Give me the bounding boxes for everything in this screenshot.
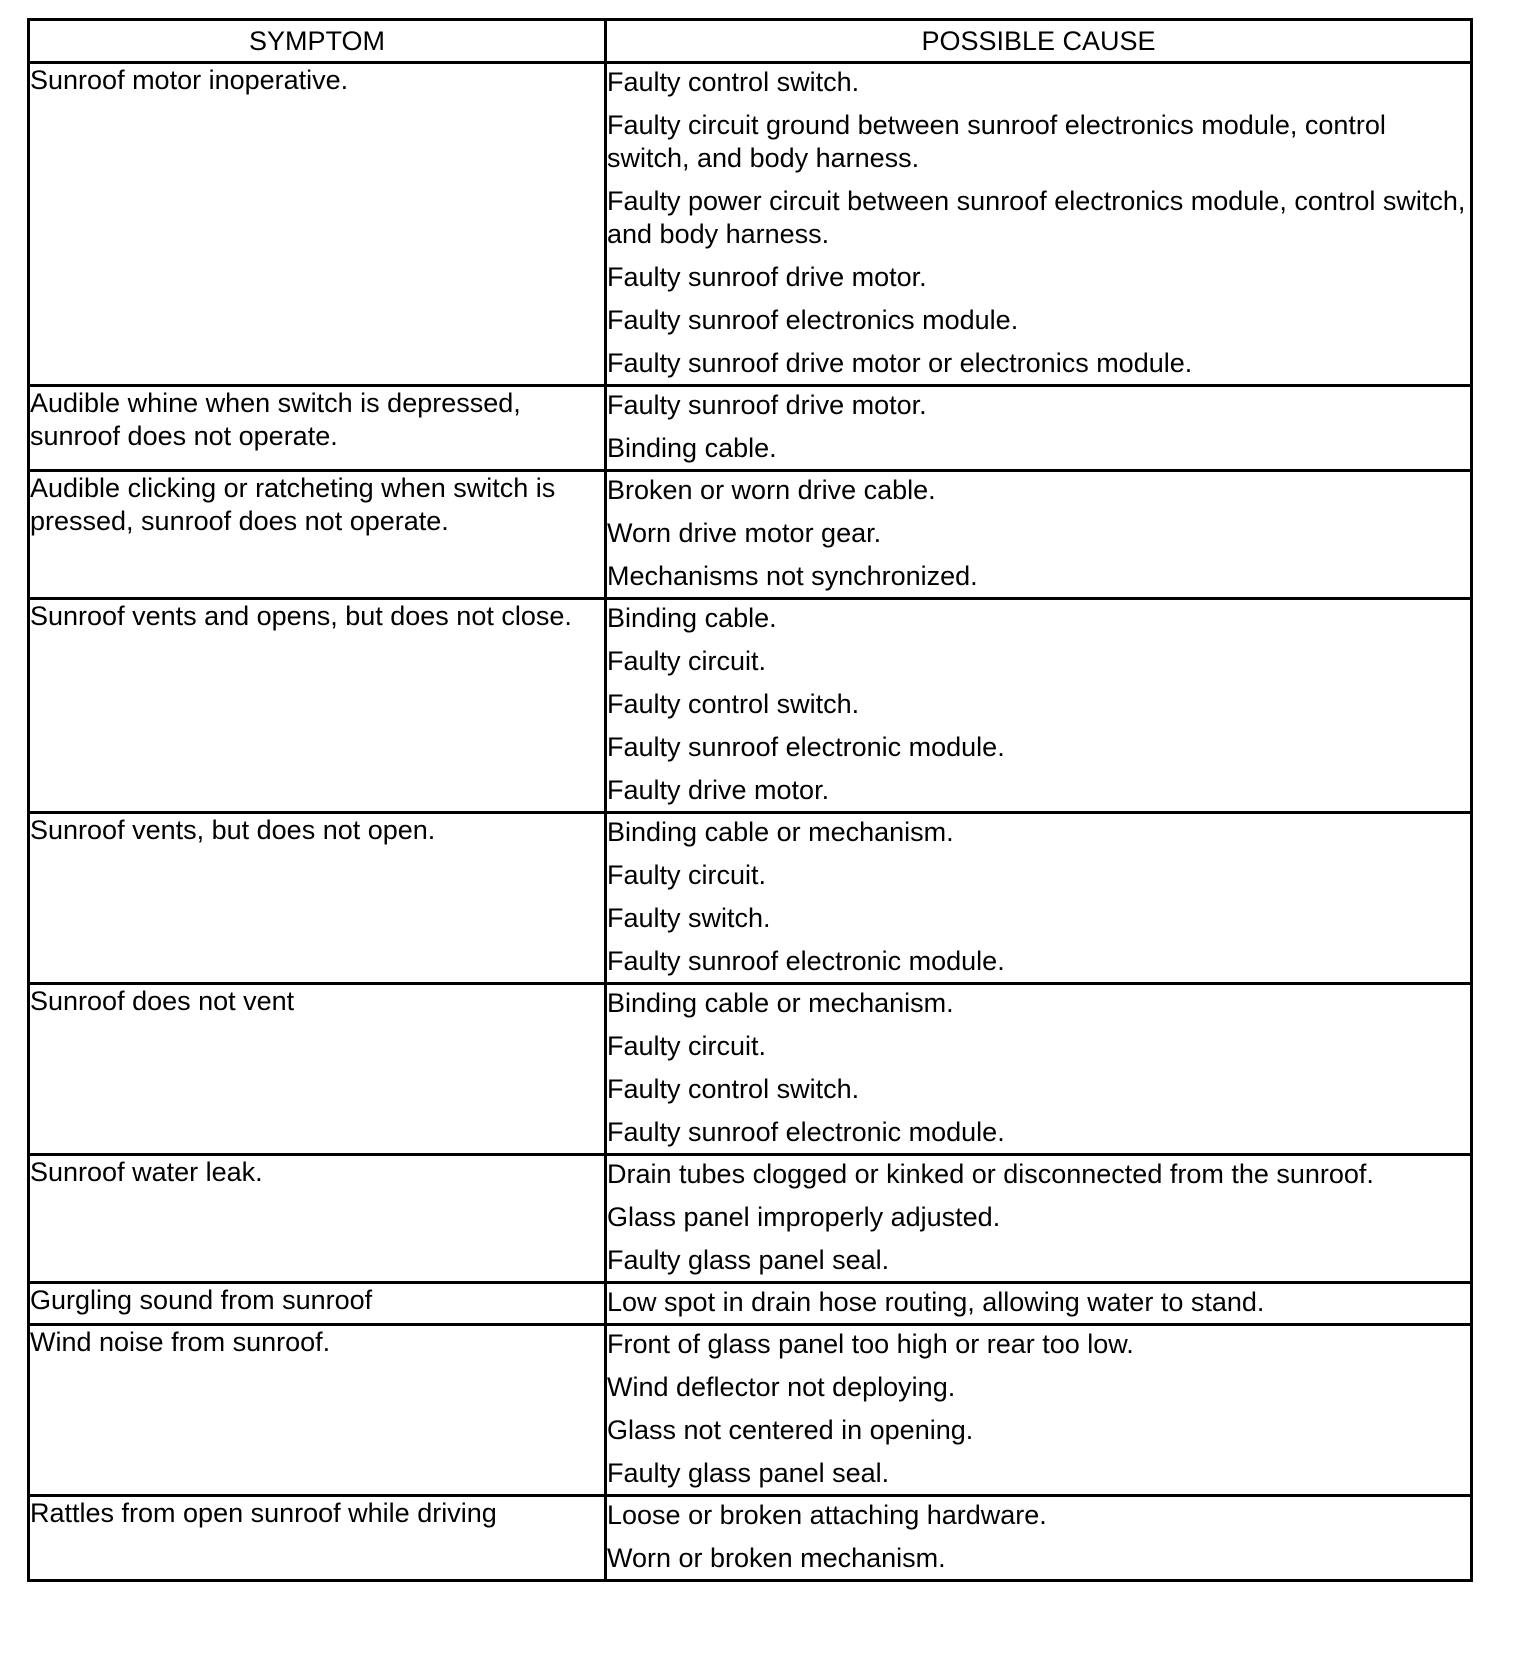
cause-item: Faulty switch.: [607, 903, 771, 933]
cause-item: Faulty control switch.: [607, 1074, 860, 1104]
cause-item: Mechanisms not synchronized.: [607, 561, 978, 591]
possible-causes-cell: [606, 1155, 1472, 1283]
cause-item: Glass panel improperly adjusted.: [607, 1202, 1001, 1232]
possible-causes-cell: [606, 984, 1472, 1155]
table-row: [29, 1325, 1472, 1496]
cause-item: Faulty circuit.: [607, 1031, 767, 1061]
symptom-cell: Audible whine when switch is depressed, sunroof does not operate.: [29, 386, 606, 471]
cause-item: Faulty sunroof electronic module.: [607, 732, 1005, 762]
cause-item: Faulty circuit.: [607, 646, 767, 676]
possible-causes-cell: [606, 471, 1472, 599]
cause-item: Faulty control switch.: [607, 67, 860, 97]
cause-item: Faulty drive motor.: [607, 775, 830, 805]
possible-cause-column-header: POSSIBLE CAUSE: [606, 20, 1472, 63]
cause-item: Faulty sunroof electronics module.: [607, 305, 1019, 335]
possible-causes-cell: [606, 1496, 1472, 1581]
table-row: [29, 1283, 1472, 1325]
cause-item: Binding cable or mechanism.: [607, 817, 954, 847]
table-row: [29, 471, 1472, 599]
possible-causes-cell: [606, 63, 1472, 386]
table-row: [29, 63, 1472, 386]
possible-causes-cell: [606, 813, 1472, 984]
header-row: [29, 20, 1472, 63]
table-row: [29, 1496, 1472, 1581]
possible-causes-cell: [606, 1325, 1472, 1496]
cause-item: Faulty circuit.: [607, 860, 767, 890]
symptom-cell: Sunroof does not vent: [29, 984, 606, 1155]
cause-item: Faulty glass panel seal.: [607, 1245, 890, 1275]
symptom-cell: Sunroof vents, but does not open.: [29, 813, 606, 984]
possible-causes-cell: [606, 1283, 1472, 1325]
cause-item: Binding cable.: [607, 433, 777, 463]
cause-item: Worn drive motor gear.: [607, 518, 882, 548]
table-row: [29, 984, 1472, 1155]
possible-causes-cell: [606, 599, 1472, 813]
cause-item: Worn or broken mechanism.: [607, 1543, 946, 1573]
cause-item: Low spot in drain hose routing, allowing water to stand.: [607, 1287, 1265, 1317]
symptom-cell: Sunroof water leak.: [29, 1155, 606, 1283]
symptom-cell: Rattles from open sunroof while driving: [29, 1496, 606, 1581]
table-header: [29, 20, 1472, 63]
symptom-cell: Audible clicking or ratcheting when switch is pressed, sunroof does not operate.: [29, 471, 606, 599]
cause-item: Faulty sunroof electronic module.: [607, 1117, 1005, 1147]
cause-item: Faulty sunroof drive motor or electronics module.: [607, 348, 1193, 378]
cause-item: Drain tubes clogged or kinked or disconnected from the sunroof.: [607, 1159, 1374, 1189]
cause-item: Binding cable or mechanism.: [607, 988, 954, 1018]
table-body: [29, 63, 1472, 1581]
symptom-cell: Sunroof vents and opens, but does not close.: [29, 599, 606, 813]
table-row: [29, 813, 1472, 984]
cause-item: Wind deflector not deploying.: [607, 1372, 956, 1402]
cause-item: Broken or worn drive cable.: [607, 475, 936, 505]
cause-item: Binding cable.: [607, 603, 777, 633]
cause-item: Loose or broken attaching hardware.: [607, 1500, 1047, 1530]
cause-item: Faulty glass panel seal.: [607, 1458, 890, 1488]
symptom-column-header: SYMPTOM: [29, 20, 606, 63]
symptom-cause-table: [27, 18, 1473, 1582]
table-row: [29, 386, 1472, 471]
diagnosis-table-container: [27, 18, 1470, 1582]
cause-item: Faulty power circuit between sunroof electronics module, control switch, and body harness.: [607, 186, 1466, 249]
cause-item: Front of glass panel too high or rear too low.: [607, 1329, 1134, 1359]
cause-item: Faulty sunroof drive motor.: [607, 390, 927, 420]
symptom-cell: Sunroof motor inoperative.: [29, 63, 606, 386]
table-row: [29, 1155, 1472, 1283]
possible-causes-cell: [606, 386, 1472, 471]
cause-item: Faulty sunroof drive motor.: [607, 262, 927, 292]
cause-item: Faulty circuit ground between sunroof electronics module, control switch, and body harness.: [607, 110, 1386, 173]
symptom-cell: Wind noise from sunroof.: [29, 1325, 606, 1496]
symptom-cell: Gurgling sound from sunroof: [29, 1283, 606, 1325]
cause-item: Faulty control switch.: [607, 689, 860, 719]
cause-item: Glass not centered in opening.: [607, 1415, 974, 1445]
cause-item: Faulty sunroof electronic module.: [607, 946, 1005, 976]
table-row: [29, 599, 1472, 813]
